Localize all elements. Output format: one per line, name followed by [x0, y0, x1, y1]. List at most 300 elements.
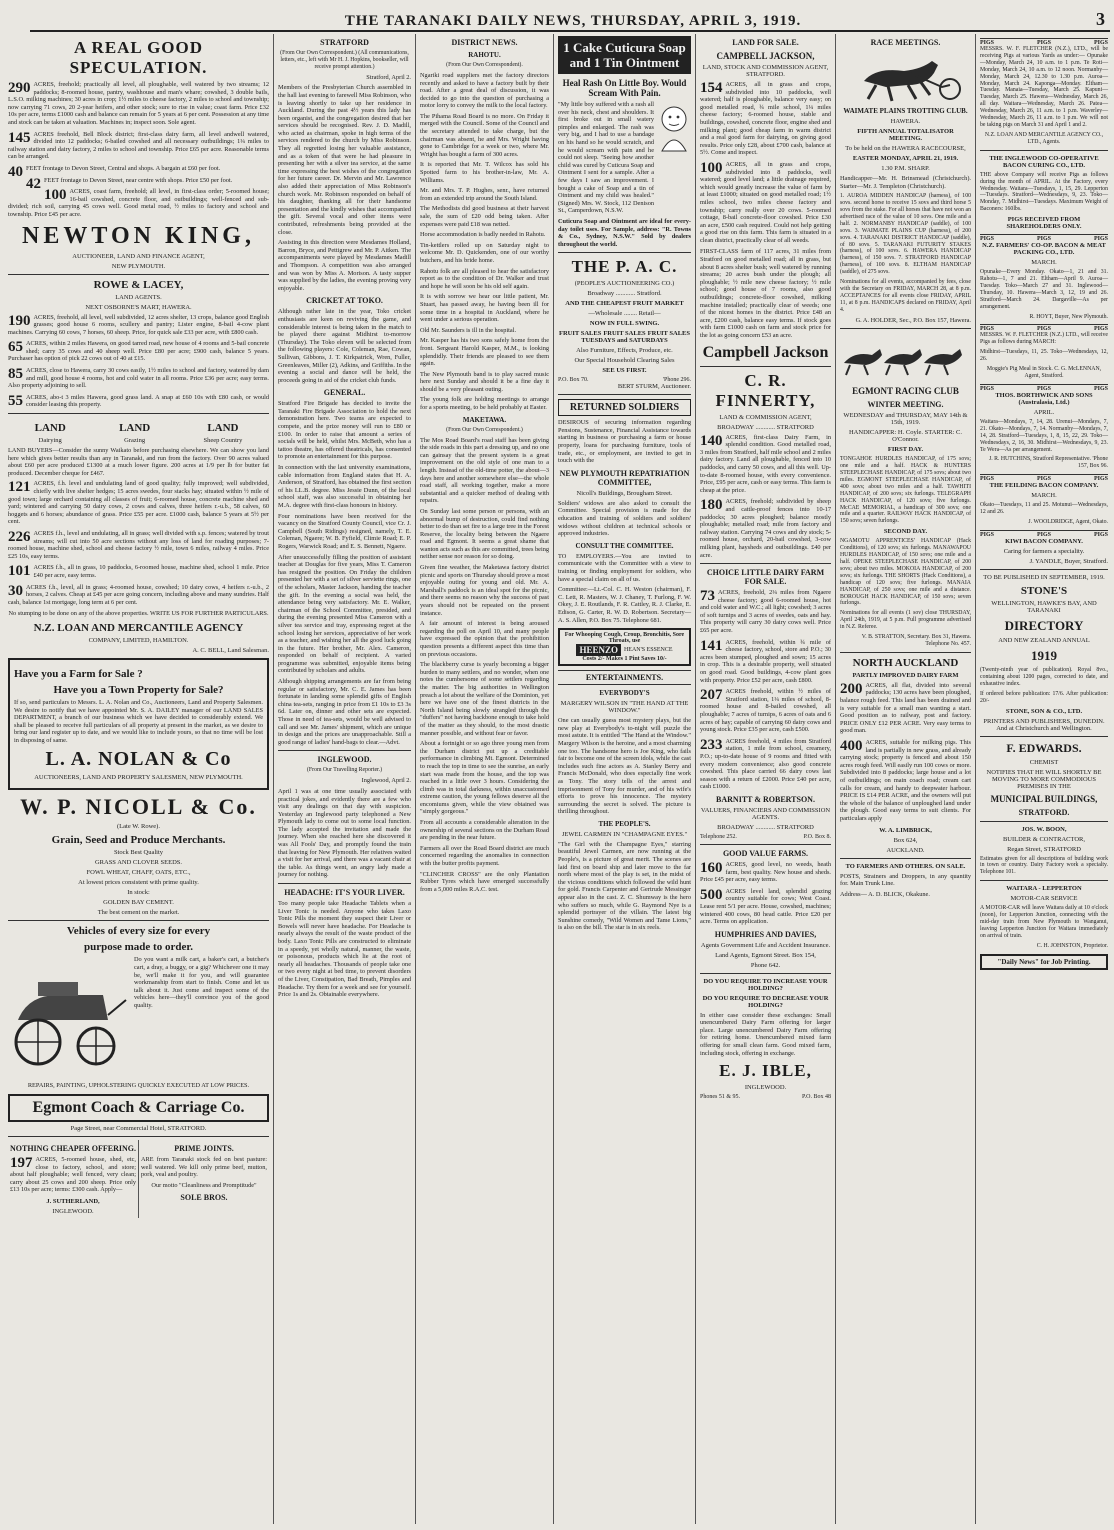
finnerty-listings — [700, 434, 831, 560]
farm-listing — [700, 639, 831, 685]
pac-whole: —Wholesale ........ Retail— — [588, 310, 661, 318]
fletcher-signature: N.Z. LOAN AND MERCANTILE AGENCY CO., LTD., Agents. — [984, 131, 1104, 145]
waimate-races: 1. AUROA MIDDEN HANDICAP (harness), of 100 sovs. second horse to receive 15 sovs and third horse 5 sovs from the stake. For all horses that have not won an advertised race of the value of 10 sovs. One mile and a half. 2. NORMANBY HANDICAP (saddle), of 100 sovs. 3. WAIMATE PLAINS CUP (harness), of 200 sovs. 4. TARANAKI DISTRICT HANDICAP (saddle), of 80 sovs. 5. TARANAKI FUTURITY STAKES (harness), of 100 sovs. 6. HAWERA HANDICAP (harness), of 150 sovs. 7. STRATFORD HANDICAP (harness), of 100 sovs. 8. ELTHAM HANDICAP (saddle), of 275 sovs. — [840, 193, 971, 276]
rowe-lacey-name: ROWE & LACEY, — [93, 278, 184, 291]
column-4 — [554, 34, 696, 1524]
peoples-head: THE PEOPLE'S. — [598, 819, 651, 828]
race-meetings-title: RACE MEETINGS. — [870, 38, 941, 47]
cricket-text: Although rather late in the year, Toko cricket enthusiasts are keen on reviving the game, and considerable interest is being taken in the match to be played there against Midhirst to-morrow (Thursday). The Toko eleven will be selected from the following players: Cole, Coleman, Rae, Cowan, Sullivan, Gibbons, J. T. Kirkpatrick, Wren, Fuller, Greenleaves, Miller (2), Adkins, and Griffiths. In the evening a social and dance will be held, the proceeds going in aid of the cricket club funds. — [278, 308, 411, 384]
listing-number: 121 — [8, 479, 31, 496]
vehicles-body — [8, 956, 269, 1082]
limbrick-box: Box 624, — [893, 836, 918, 844]
nicoll-late: (Late W. Rowe). — [117, 823, 160, 831]
farm-listing — [8, 340, 269, 363]
listing-text: ACRES, within 2 miles Hawera, on good tarred road, new house of 4 rooms and 5-bail concrete shed; carry 35 cows and 40 sheep well. Price £80 per acre; £900 cash, balance 5 years. Purchaser has option of pick 22 cows out of 40 at £15. — [8, 340, 269, 363]
farm-listing — [8, 584, 269, 607]
listing-text: ACRES, freehold; practically all level, all ploughable, well watered by two streams; 12 paddocks; 8-roomed house, pantry, washhouse and man's whare; cowshed, 3 double bails, L.S.O. milking machines; 30 acres in crop; 1½ miles to cheese factory, 2 miles to school and township; now carrying 71 cows, 20 2-year heifers, and other stock; sure to rise in value; coast farm. Price £32 10s per acre, terms £1000 cash and balance can remain for 5 years at 6 per cent. Possession at any time and stock can be taken at valuation. Machines in; inspect soon. Sole agent. — [8, 81, 269, 126]
margery-wilson-text: One can usually guess most mystery plays, but the new play at Everybody's to-night will puzzle the most astute. It is entitled "The Hand at the Window." Margery Wilson is the heroine, and a most charming one too. The handsome hero is Joe King, who fails fair to become one of the screen idols, while the cast includes such fine actors as A. Stanley Berry and Francis McDonald, who does especially fine work as Tony. The story tells of the arrest and imprisonment of Tony for murder, and of his wife's efforts to prove his innocence. The mystery surrounding the secret is solved. The picture is thrilling throughout. — [558, 717, 691, 816]
boon-name: JOS. W. BOON, — [1021, 825, 1067, 833]
news-paragraph: Although shipping arrangements are far from being regular or satisfactory, Mr. C. E. James has been fortunate in landing some splendid gifts of English china tea-sets, ranging in price from £1 10s to £3 3s 6d. Later on, dinner and other sets are expected. Those in need of tea-sets, would be well advised to call and see Mr. James' shipment, which are unique in design and the prices are unapproachable. Still a good range of ladies' hand-bags to clear.—Advt. — [278, 678, 411, 746]
news-paragraph: The Mos Road Board's road staff has been giving the side roads in this part a dressing up, and no one can gainsay that the present system is a great improvement on the old style of one man to a length. Instead of the old-time potter, the about—3 days here and another somewhere else—the whole road staff, all working together, make a more substantial and a quicker method of dealing with repairs. — [420, 436, 549, 505]
nicoll-name: W. P. NICOLL & Co. — [20, 794, 257, 820]
listing-text: ACRES, all in grass and crops, subdivided into 10 paddocks, well watered; half is ploughable, balance very easy; on good metalled road, ¾ mile school, 1¼ miles cheese factory; 6-roomed house, stable and buildings, cowshed, concrete floor, engine shed and milking plant; good cheap farm in warm district and a real good farm for dairying, on giving good results. Price only £28, about £700 cash, balance at 5½. Come and inspect. — [700, 81, 831, 157]
stone-sub: WELLINGTON, HAWKE'S BAY, AND TARANAKI — [991, 599, 1097, 614]
borthwick-month: APRIL. — [1033, 408, 1055, 416]
cuticura-sub: Heal Rash On Little Boy. Would Scream With Pain. — [562, 78, 687, 98]
page-number: 3 — [1096, 9, 1106, 29]
newton-king-sub: AUCTIONEER, LAND AND FINANCE AGENT, — [72, 252, 205, 260]
listing-number: 207 — [700, 687, 723, 704]
barnitt-addr: BROADWAY ............ STRATFORD — [717, 823, 814, 831]
listing-text: ACRES, freehold, 2¼ miles from Ngaere cheese factory; good 6-roomed house, hot and cold water and W.C.; all light; cowshed; 3 acres of soft turnips and 3 acres of swedes, oats and hay. This property will carry 30 dairy cows well. Price £65 per acre. — [700, 589, 831, 635]
feilding-text: Okato—Tuesdays, 11 and 25. Motunui—Wednesdays, 12 and 26. — [980, 502, 1108, 516]
nzloan-sig: A. C. BELL, Land Salesman. — [192, 646, 269, 654]
edwards-town: STRATFORD. — [1018, 807, 1070, 817]
listing-number: 200 — [840, 680, 863, 697]
waimate-signature: G. A. HOLDER, Sec., P.O. Box 157, Hawera. — [855, 316, 971, 324]
campbell-jackson-listings — [700, 81, 831, 340]
egmont-first-day: FIRST DAY. — [887, 446, 924, 454]
column-5 — [696, 34, 836, 1524]
pac-box: P.O. Box 70. — [558, 377, 589, 384]
north-auckland-sub: PARTLY IMPROVED DAIRY FARM — [852, 671, 959, 679]
speculation-listings — [8, 81, 269, 219]
farm-listing — [8, 81, 269, 127]
listing-number: 141 — [700, 637, 723, 654]
nicoll-tagline: Grain, Seed and Produce Merchants. — [51, 834, 226, 847]
barnitt-tel: Telephone 252. — [700, 833, 737, 840]
repatriation-title: NEW PLYMOUTH REPATRIATION COMMITTEE, — [559, 468, 690, 487]
feilding-month: MARCH. — [1031, 492, 1057, 500]
news-paragraph: Ngariki road suppliers met the factory directors recently and asked to have a factory built by their road. After a great deal of discussion, it was decided to go into the question of purchasing a motor lorry to convey the milk to the local factory. — [420, 71, 549, 110]
pac-mart: AND THE CHEAPEST FRUIT MARKET — [565, 300, 684, 308]
stone-and: AND NEW ZEALAND ANNUAL — [998, 636, 1090, 644]
rowe-listings — [8, 314, 269, 410]
limbrick-town: AUCKLAND. — [886, 846, 925, 854]
nicoll-line: At lowest prices consistent with prime quality. — [78, 879, 199, 887]
listing-number: 160 — [700, 859, 723, 876]
column-3 — [416, 34, 554, 1524]
listing-number: 55 — [8, 392, 23, 409]
pac-phone: 'Phone 296. — [662, 377, 691, 384]
nicoll-line: Stock Best Quality — [113, 849, 164, 857]
news-paragraph: From all accounts a considerable alteration in the ownership of several sections on the Durham Road are pending in the near future. — [420, 819, 549, 842]
cuticura-banner: 1 Cake Cuticura Soap and 1 Tin Ointment — [558, 36, 691, 74]
listing-number: 42 — [26, 175, 41, 192]
waimate-start: 1.30 P.M. SHARP. — [881, 165, 930, 172]
nolan-ad — [8, 658, 269, 791]
nzco-month: MARCH. — [1031, 259, 1057, 267]
news-paragraph: About a fortnight or so ago three young men from the Durham district put up a creditable performance in climbing Mt. Egmont. Determined to reach the top in time to see the sunrise, an early start was made from the house, and the top was reached in a little over 3 hours. Considering the climb was in total darkness, within unaccustomed extreme caution, the young fellows deserve all the encomiums given, while the view obtained was "simply gorgeous." — [420, 740, 549, 816]
waimate-town: HAWERA. — [890, 118, 921, 125]
pigs-header-5: PIGS PIGS PIGS — [980, 476, 1108, 483]
news-paragraph: A fair amount of interest is being aroused regarding the poll on April 10, and many people have expressed the opinion that the prohibition question presents a different aspect this time than on previous occasions. — [420, 620, 549, 658]
listing-number: 101 — [8, 563, 31, 580]
newton-king-name: NEWTON KING, — [22, 222, 255, 249]
waitara-lepperton-title: WAITARA - LEPPERTON — [1006, 885, 1082, 893]
nicoll-lines — [8, 849, 269, 916]
listing-number: 73 — [700, 588, 715, 605]
consult-committee: CONSULT THE COMMITTEE. — [575, 541, 674, 550]
column-6 — [836, 34, 976, 1524]
district-news-head: DISTRICT NEWS. — [451, 38, 518, 47]
news-paragraph: The Methodists did good business at their harvest sale, the sum of £20 odd being taken. After expenses were paid £18 was netted. — [420, 205, 549, 228]
trotting-horse-illustration — [846, 51, 966, 103]
stone-company-sub: PRINTERS AND PUBLISHERS, DUNEDIN. And at Christchurch and Wellington. — [983, 717, 1105, 732]
farm-listing — [700, 81, 831, 157]
farm-listing — [700, 498, 831, 559]
listing-number: 180 — [700, 497, 723, 514]
farm-listing — [8, 314, 269, 337]
pac-auctioneer: BERT STURM, Auctioneer. — [617, 383, 691, 391]
north-auckland-title: NORTH AUCKLAND — [852, 656, 959, 669]
kiwi-signature: J. YANDLE, Buyer, Stratford. — [1029, 557, 1108, 565]
stone-text: (Twenty-ninth year of publication). Royal 8vo., containing about 1200 pages, corrected to date, and exhaustive index. — [980, 666, 1108, 687]
masthead — [30, 8, 1110, 32]
waitara-lepperton-signature: C. H. JOHNSTON, Proprietor. — [1036, 942, 1108, 949]
listing-text: ACRES freehold, within ½ miles of Stratford station, 1¼ miles of school, 8-roomed house and 8-bailed cowshed, all ploughable; 7 acres of turnips, 6 acres of oats and 6 acres of hay; capable of carrying 60 dairy cows and young stock. Price £35 per acre, cash £500. — [700, 688, 831, 734]
farm-question-2: Have you a Town Property for Sale? — [53, 683, 224, 696]
news-paragraph: In connection with the last university examinations, cable information from England states that H. A. Anderson, of Stratford, has obtained the first section of his LL.B. degree. Miss Jessie Dunn, of the local school staff, was also successful in obtaining her M.A. degree with first-class honours in history. — [278, 464, 411, 509]
rahotu-head: RAHOTU. — [468, 51, 501, 59]
humphries-addr: Land Agents, Egmont Street. Box 154, — [715, 951, 816, 959]
egmont-dates: WEDNESDAY and THURSDAY, MAY 14th & 15th, 1919. — [843, 412, 968, 427]
maketawa-head: MAKETAWA. — [462, 415, 507, 424]
ible-phone: Phones 51 & 95. — [700, 1094, 741, 1101]
nzco-text: Opunake—Every Monday. Okato—1, 21 and 31. Rahotu—1, 7 and 21. Eltham—April 9. Auroa—Tuesday. Toko—March 27 and 31. Inglewood—Thursday, 10. Hawera—March 3, 12, 19 and 26. Stratford—March 24. Dargaville—As per arrangement. — [980, 269, 1108, 310]
listing-text: ACRES freehold, Bell Block district; first-class dairy farm, all level andwell watered, divided into 12 paddocks; 6-bailed cowshed and all necessary outbuildings; 1¼ miles to railway station and dairy factory, 2 miles to school and township. Price £65 per acre. Reasonable terms can be arranged. — [8, 130, 269, 161]
masthead-title: THE TARANAKI DAILY NEWS, THURSDAY, APRIL 3, 1919. — [344, 13, 802, 29]
edwards-sub: CHEMIST — [1029, 758, 1059, 766]
listing-text: ACRES, freehold, within ¾ mile of cheese factory, school, store and P.O.; 30 acres been stumped, ploughed and sown; 15 acres in crop. This is a desirable property, well situated on good road. Good buildings, 4-cow plant goes with property. Price £52 per acre, cash £800. — [700, 638, 831, 684]
listing-text: ACRES, abo-t 3 miles Hawera, good grass land. A snap at £60 10s with £80 cash, or would consider leasing this property. — [26, 393, 269, 409]
ible-town: INGLEWOOD. — [744, 1084, 787, 1092]
farm-listing — [700, 861, 831, 884]
pigs-header-4: PIGS PIGS PIGS — [980, 385, 1108, 392]
pac-days: TUESDAYS and SATURDAYS — [581, 337, 668, 345]
repatriation-addr: Nicoll's Buildings, Brougham Street. — [576, 489, 673, 497]
farm-listing — [700, 434, 831, 495]
news-paragraph: Four nominations have been received for the vacancy on the Stratford County Council, vice Cr. J. Campbell (South Ridings) resigned, namely, T. E. Coleman, Ngaere; W. B. Fyfield, Climie Road; E. P. Rogers, Warwick Road; and E. S. Bennett, Ngaere. — [278, 512, 411, 550]
egmont-second-races: NGAMOTU APPRENTICES' HANDICAP (Hack Conditions), of 120 sovs; six furlongs. MANAWAPOU HURDLES HANDICAP, of 150 sovs; one mile and a half. OPEKE STEEPLECHASE HANDICAP, of 200 sovs; about two miles. MOKOIA HANDICAP, of 200 sovs; six furlongs. THE SHORTS (Hack Conditions), a handicap of 120 sovs; five furlongs. MANAIA HANDICAP, of 250 sovs; one mile and a distance. BOROUGH HACK HANDICAP, of 150 sovs; seven furlongs. — [840, 538, 971, 607]
listing-text: ACRES f.h., level and undulating, all in grass; well divided with s.p. fences; watered by trout streams; will cut into 50 acre sections without any loss of land for roading purposes; 7-roomed house, machine shed, school and cheese factory ½ mile, town 6 miles, railway 4 miles. Price £25 10s, easy terms. — [8, 529, 269, 560]
listing-number: 100 — [700, 159, 723, 176]
farm-listing — [8, 564, 269, 579]
pac-title: THE P. A. C. — [571, 257, 678, 277]
egmont-nominations: Nominations for all events (1 sov) close THURSDAY, April 24th, 1919, at 5 p.m. Full programme advertised in N.Z. Referee. — [840, 610, 971, 631]
prime-joints-ad: PRIME JOINTS. ARE from Taranaki stock fed on best pasture: well watered. We kill only prime beef, mutton, pork, veal and poultry. Our motto "Cleanliness and Promptitude" SOLE BROS. — [138, 1140, 269, 1218]
rowe-lacey-addr: NEXT OSBORNE'S MART, HAWERA. — [85, 303, 192, 311]
feilding-signature: J. WOOLDRIDGE, Agent, Okato. — [1028, 519, 1108, 526]
bottom-ads — [8, 1136, 269, 1218]
edwards-building: MUNICIPAL BUILDINGS, — [990, 793, 1098, 804]
humphries-sub: Agents Government Life and Accident Insurance. — [700, 941, 831, 949]
edwards-text: NOTIFIES THAT HE WILL SHORTLY BE MOVING TO MORE COMMODIOUS PREMISES IN THE — [986, 768, 1102, 790]
vehicles-sub: purpose made to order. — [84, 941, 193, 954]
boon-text: Estimates given for all descriptions of building work in town or country. Dairy Factory work a specialty. Telephone 101. — [980, 855, 1108, 876]
waimate-held: To be held on the HAWERA RACECOURSE, — [845, 145, 966, 152]
listing-text: ACRES, freehold; subdivided by sheep and cattle-proof fences into 10-17 paddocks; 30 acres ploughed; balance mostly ploughable; metalled road; mile from factory and railway station. Carrying 74 cows and dry stock; 5-roomed house, orchard, 20-bail cowshed, 3-cow milking plant, haysheds and outbuildings. £40 per acre. — [700, 498, 831, 559]
employers-text: TO EMPLOYERS.—You are invited to communicate with the Committee with a view to training or finding employment for soldiers, who have a special claim on all of us. — [558, 552, 691, 583]
listing-text: ACRES, all flat, divided into several paddocks; 130 acres have been ploughed, balance rough feed. This land has been drained and is very suitable for a small man wanting a start. Good position as to railway, post and factory. PRICE ONLY £12 PER ACRE. Very easy terms to good man. — [840, 681, 971, 735]
listing-number: 140 — [700, 432, 723, 449]
good-value-listings — [700, 861, 831, 926]
listing-text: ACRES level land, splendid grazing country suitable for cows; West Coast. Lease rent 5/1 per acre. House, cowshed, machines; wintered 400 cows, 80 head cattle. Price £20 per acre. Terms on application. — [700, 887, 831, 926]
limbrick-name: W. A. LIMBRICK, — [879, 826, 932, 834]
listing-text: FEET frontage to Devon Street, near centre with shops. Price £50 per foot. — [44, 176, 233, 184]
listing-text: ACRES, good level, no weeds, heath farm, best quality. New house and sheds. Price £45 per acre, easy terms. — [700, 860, 831, 884]
returned-soldiers-text: DESIROUS of securing information regarding Pensions, Sustenance, Financial Assistance towards starting in business or purchasing a farm or house property, loans for purchasing furniture, tools of trade, etc., or employment, are invited to get in touch with the — [558, 419, 691, 465]
news-paragraph: It is reported that Mr. T. Wilcox has sold his Spotted farm to his brother-in-law, Mr. A. Williams. — [420, 161, 549, 184]
rahotu-paras — [420, 72, 549, 412]
nicoll-line: The best cement on the market. — [97, 909, 180, 917]
farmers-head: TO FARMERS AND OTHERS. ON SALE. — [845, 862, 966, 870]
rowe-lacey-sub: LAND AGENTS. — [115, 293, 162, 301]
choice-listings — [700, 589, 831, 791]
headache-head: HEADACHE: IT'S YOUR LIVER. — [284, 888, 405, 898]
nicoll-line: GOLDEN BAY CEMENT. — [103, 899, 174, 907]
humphries-name: HUMPHRIES AND DAVIES, — [714, 929, 817, 939]
stratford-head: STRATFORD — [320, 38, 369, 47]
waimate-nominations: Nominations for all events, accompanied by fees, close with the Secretary on FRIDAY, MARCH 28, at 8 p.m. ACCEPTANCES for all events close FRIDAY, APRIL 11, at 8 p.m. HANDICAPS declared on FRIDAY, April 4. — [840, 279, 971, 313]
listing-number: 145 — [8, 129, 31, 146]
farm-listing — [700, 161, 831, 245]
cuticura-foot: Cuticura Soap and Ointment are ideal for every-day toilet uses. For Sample, address: "R. Towns & Co., Sydney, N.S.W." Sold by dealers throughout the world. — [558, 217, 691, 248]
pigs-header-3: PIGS PIGS PIGS — [980, 326, 1108, 333]
news-paragraph: Horse accommodation is badly needed in Rahotu. — [420, 231, 546, 239]
good-value-farms-title: GOOD VALUE FARMS. — [722, 848, 809, 858]
maketawa-note: (From Our Own Correspondent.) — [446, 426, 523, 433]
listing-number: 190 — [8, 312, 31, 329]
general-head: GENERAL. — [323, 388, 366, 398]
nzco-title: N.Z. FARMERS' CO-OP. BACON & MEAT PACKING CO., LTD. — [982, 242, 1106, 257]
farm-listing — [8, 394, 269, 409]
headline-speculation: A REAL GOOD SPECULATION. — [69, 38, 208, 77]
borthwick-text: Waitara—Mondays, 7, 14, 28. Urenui—Mondays, 7, 21. Okato—Mondays, 7, 14. Normanby—Mondays, 7, 14, 28. Stratford—Tuesdays, 1, 8, 15, 22, 29. Toko—Wednesdays, 2, 16, 30. Midhirst—Wednesdays, 9, 23. Te Wera—As per arrangement. — [980, 418, 1108, 453]
news-paragraph: On Sunday last some person or persons, with an abnormal bump of destruction, could find nothing better to do than set fire to a large tree in the Forest Reserve, the locality being between the Ngaere road and Egmont. It seems a great shame that wanton acts such as this are committed, trees being neither sense nor reason for so doing. — [420, 507, 549, 561]
nolan-sub: AUCTIONEERS, LAND AND PROPERTY SALESMEN, NEW PLYMOUTH. — [34, 774, 243, 782]
nicoll-line: FOWL WHEAT, CHAFF, OATS, ETC., — [86, 869, 191, 877]
boon-addr: Regan Street, STRATFORD — [1007, 845, 1081, 853]
land-listings — [8, 480, 269, 606]
pac-now: NOW IN FULL SWING. — [589, 320, 660, 328]
boon-sub: BUILDER & CONTRACTOR, — [1002, 835, 1086, 843]
listing-text: ACRES, suitable for milking pigs. This land is partially in new grass, and already carrying stock; property is fenced and about 150 acres rough feed. Will easily run 100 cows or more. Subdivided into 8 paddocks; large house and a lot of outbuildings; on main coach road; cream cart calls for cream, and handy to deepwater harbour. PRICE IS £14 PER ACRE, and the owners will put the whole of the balance of unploughed land under the plough. Good easy terms to suit clients. For particulars apply — [840, 739, 971, 822]
pac-also: Also Furniture, Effects, Produce, etc. — [576, 347, 673, 355]
listing-number: 65 — [8, 339, 23, 356]
inglewood-coop-foot: PIGS RECEIVED FROM SHAREHOLDERS ONLY. — [1006, 216, 1082, 231]
farm-listing — [840, 682, 971, 735]
inglewood-text: April 1 was at one time usually associated with practical jokes, and evidently there are a few who visit any dealings on that day with suspicion. Yesterday an Inglewood party telephoned a New Plymouth lady to come out to some local function. The lady accepted the invitation and made the journey. When she reached here she discovered it was All Fools' Day, and promptly found the train that leaving for New Plymouth. Her relatives waited a visit for her arrival, and there was a vacant chair at the table. As things went, an angry lady made a journey for nothing. — [278, 787, 411, 879]
vehicles-repairs: REPAIRS, PAINTING, UPHOLSTERING QUICKLY EXECUTED AT LOW PRICES. — [27, 1082, 250, 1090]
stone-directory: DIRECTORY — [1004, 617, 1084, 633]
finnerty-addr: BROADWAY ............ STRATFORD — [717, 423, 814, 431]
stone-title: STONE'S — [1020, 584, 1068, 597]
listing-text: ACRES, close to Hawera, carry 30 cows easily, 1½ miles to school and factory, watered by dam and mill, good house 4 rooms, hot and cold water in all rooms. Price £36 per acre; easy terms. Also property adjoining to sell. — [8, 367, 269, 390]
pigs-header-1: PIGS PIGS PIGS — [980, 40, 1108, 46]
news-paragraph: Tin-kettlers rolled up on Saturday night to welcome Mr. D. Quickenden, one of our worthy butchers, and his bride home. — [420, 241, 549, 264]
farm-text: If so, send particulars to Messrs. L. A. Nolan and Co., Auctioneers, Land and Property Salesmen. We desire to notify that we have appointed Mr. S. A. DAILEY manager of our LAND SALES DEPARTMENT, a branch of our business which we have decided to considerably extend. We shall be pleased to receive full particulars of all property at present in the market, as we desire to bring our land register up to date, and we would like to include yours, so that no time will be lost in disposing of same. — [14, 698, 263, 744]
farm-listing — [700, 888, 831, 926]
cuticura-text: "My little boy suffered with a rash all over his neck, chest and shoulders. It first broke out in small watery pimples and enlarged. The rash was very big, and I had to use a bandage on his hand so he would scratch, and he would scream with pain and he could not sleep. "Seeing how another child was cured by Cuticura Soap and Ointment I sent for a sample. After a few days I saw an improvement. I bought a cake of Soap and a tin of Ointment and my child was healed." (Signed) Mrs. W. Stock, 112 Denison St., Camperdown, N.S.W. — [558, 101, 654, 215]
listing-text: ACRES f.h., level, all in grass; 4-roomed house, cowshed; 10 dairy cows, 4 heifers r.-u.b., 2 horses, 2 calves. Cheap at £45 per acre going concern, including above and many sundries. Half cash, balance 1st mortgage, long term at 6 per cent. — [8, 583, 269, 606]
listing-number: 226 — [8, 528, 31, 545]
margery-wilson-title: MARGERY WILSON IN "THE HAND AT THE WINDOW." — [560, 700, 689, 715]
pac-see: SEE US FIRST. — [602, 367, 647, 375]
listing-number: 400 — [840, 738, 863, 754]
vehicles-title: Vehicles of every size for every — [66, 925, 211, 938]
listing-text: ACRES f.h., all in grass, 10 paddocks, 6-roomed house, machine shed, school 1 mile. Price £40 per acre, easy terms. — [33, 564, 269, 579]
listing-number: 290 — [8, 80, 31, 96]
north-auckland-listings — [840, 682, 971, 823]
finnerty-name: C. R. FINNERTY, — [715, 370, 816, 410]
headache-text: Too many people take Headache Tablets when a Liver Tonic is needed. Anyone who takes Laxo Tonic Pills the moment they suspect their Liver or Bowels will never have headache. For Headache is nearly always the result of the waste product of the body. Laxo Tonic Pills are constructed to eliminate in a speedy, yet wholly natural, manner, the waste, or poisonous, products which lie at the root of nearly all headaches. Thousands of people take one or two every night at bed time, to prevent disorders of the Liver, Constipation, Bad Breath, Pimples and Headache. Try them for a week and see for yourself. Price 1s and 2s. Obtainable everywhere. — [278, 900, 411, 999]
barnitt-box: P.O. Box 8. — [803, 833, 831, 840]
jewel-carmen-text: "The Girl with the Champagne Eyes," starring beautiful Jewel Carmen, are now running at the People's, is a picture of great merit. The scenes are laid first on board ship and later move to the far north where most of the play is set, in the midst of the vicious conditions which followed the wild hunt for gold. Francis Carpenter and Gertrude Messinger appear also in the cast. Z. C. Shumway is the hero who suffers so much, while G. Raymond Nye is a splendid portrayer of the villain. The latest big Sunshine comedy, "Wild Women and Tame Lions," is also on the bill. The star is in six reels. — [558, 840, 691, 932]
waitara-lepperton-text: A MOTOR-CAR will leave Waitara daily at 10 o'clock (noon), for Lepperton Junction, connecting with the mid-day train from New Plymouth to Wanganui, leaving Lepperton Junction for Waitara immediately on arrival of train. — [980, 905, 1108, 939]
news-paragraph: Farmers all over the Road Board district are much concerned regarding the anomalies in connection with the butter profits payment. — [420, 844, 549, 868]
farm-listing — [700, 589, 831, 635]
posts-addr: Address— A. D. BLICK, Okakune. — [840, 890, 930, 898]
increase-holding: DO YOU REQUIRE TO INCREASE YOUR HOLDING? — [703, 977, 828, 992]
baby-portrait-illustration — [657, 101, 691, 153]
fletcher2-text: Midhirst—Tuesdays, 11, 25. Toko—Wednesdays, 12, 26. — [980, 349, 1108, 363]
stratford-note: (From Our Own Correspondent.) (All communications, letters, etc., left with Mr H. J. Hopkins, bookseller, will receive prompt attention.) — [280, 50, 409, 70]
egmont-officials: HANDICAPPER: H. Coyle. STARTER: C. O'Connor. — [848, 429, 963, 444]
kiwi-title: KIWI BACON COMPANY. — [1005, 537, 1083, 545]
egmont-winter-meeting: WINTER MEETING. — [867, 400, 944, 410]
carriage-illustration — [8, 960, 128, 1078]
news-paragraph: Mr. Kasper has his two sons safely home from the front. Sergeant Harold Kasper, M.M., is looking splendidly. Their friends are pleased to see them again. — [420, 337, 549, 368]
pac-sub: (PEOPLE'S AUCTIONEERING CO.) — [574, 280, 675, 288]
posts-text: POSTS, Strainers and Droppers, in any quantity for. Main Trunk Line. — [840, 872, 971, 888]
nzloan-name: N.Z. LOAN AND MERCANTILE AGENCY — [33, 621, 244, 634]
farm-listing — [8, 480, 269, 526]
pig-meal: Moggie's Pig Meal in Stock. C. G. McLENNAN, Agent, Stratford. — [986, 366, 1102, 379]
fletcher-text: MESSRS. W. F. FLETCHER (N.Z.), LTD., will be receiving Pigs at various Yards as under:— Opunake—Monday, March 24, 10 a.m. to 1 p.m. Te Roti—Monday, March 24, 10 a.m. to 12 noon. Normanby—Monday, March 24, 12.30 to 1.30 p.m. Auroa—Monday, March 24. Kaponga—Monday. Eltham—Tuesday. Manaia—Tuesday, March 25. Kapuni—Tuesday, March 25. Hawera—Wednesday, March 26, all day. Waitara—Wednesday, March 26. Patea—Wednesday, March 26, 11 a.m. to 1 p.m. Waverley—Wednesday, March 26, 11 a.m. to 1 p.m. We will not be taking pigs on March 31 and April 1 and 2. — [980, 46, 1108, 128]
inglewood-coop-title: THE INGLEWOOD CO-OPERATIVE BACON CURING CO., LTD. — [989, 154, 1099, 169]
stratford-date: Stratford, April 2. — [366, 73, 411, 81]
listing-text: ACRES, first-class Dairy Farm, in splendid condition. Good metalled road, 3 miles from Stratford, half mile school and 2 miles dairy factory. Land all ploughable, fenced into 10 paddocks, and carry 50 cows, and all this well. Up-to-date 8-roomed house, with every convenience. Price, £95 per acre, cash or easy terms. This farm is cheap at the price. — [700, 433, 831, 494]
pigs-header-6: PIGS PIGS PIGS — [980, 531, 1108, 538]
listing-number: 500 — [700, 886, 723, 903]
farm-listing — [8, 367, 269, 390]
jewel-carmen-title: JEWEL CARMEN IN "CHAMPAGNE EYES." — [561, 830, 688, 838]
news-paragraph: It is with sorrow we hear our little patient, Mr. Stuart, has passed away, he having been ill for some time in a hospital in Auckland, where he went under a serious operation. — [420, 293, 549, 324]
farm-listing — [8, 188, 269, 218]
land-headings: LAND Dairying LAND Grazing LAND Sheep Country — [34, 422, 243, 445]
borthwick-title: THOS. BORTHWICK AND SONS (Australasia, Ltd.) — [995, 391, 1093, 406]
farm-listing — [700, 738, 831, 791]
land-footer: No stumping to be done on any of the above properties. WRITE US FOR FURTHER PARTICULARS. — [8, 610, 269, 618]
news-paragraph: The young folk are holding meetings to arrange for a sports meeting, to be held probably at Easter. — [420, 396, 549, 412]
exchange-text: In either case consider these exchanges: Small unencumbered Dairy Farm offering for larger place. Large unencumbered Dairy Farm offering for retiring home. Unencumbered mixed farm offering for small clean farm. Good mixed farm, including stock, offering in exchange. — [700, 1011, 831, 1057]
farm-question-1: Have you a Farm for Sale ? — [14, 667, 143, 680]
waimate-title: WAIMATE PLAINS TROTTING CLUB. — [843, 107, 968, 115]
waimate-officials: Handicapper—Mr. H. Brinsmead (Christchurch). Starter—Mr. J. Templeton (Christchurch). — [840, 175, 971, 190]
clincher-ad: "CLINCHER CROSS" are the only Plantation Rubber Tyres which have emerged successfully from a 5,000 miles R.A.C. test. — [420, 870, 549, 893]
egmont-racing-title: EGMONT RACING CLUB — [852, 386, 959, 397]
column-2 — [274, 34, 416, 1524]
farm-listing — [8, 175, 269, 192]
news-paragraph: Mr. and Mrs. T. P. Hughes, senr., have returned from an extended trip around the South Island. — [420, 187, 549, 202]
inglewood-head: INGLEWOOD. — [317, 755, 372, 765]
nicoll-line: GRASS AND CLOVER SEEDS. — [94, 859, 183, 867]
heenzo-ad: For Whooping Cough, Croup, Bronchitis, Sore Throats, use HEENZO HEAN'S ESSENCE Costs 2/- Makes 1 Pint Saves 10/- — [558, 628, 691, 666]
inglewood-date: Inglewood, April 2. — [361, 777, 411, 785]
egmont-coach-name: Egmont Coach & Carriage Co. — [8, 1094, 269, 1122]
news-paragraph: Given fine weather, the Maketawa factory district picnic and sports on Thursday should prove a most enjoyable outing for young and old. Mr. A. Marshall's paddock is an ideal spot for the picnic, and there seems no reason why the success of past years should not be repeated on the present instance. — [420, 564, 549, 617]
stratford-paras — [278, 84, 411, 292]
farm-listing — [8, 530, 269, 560]
news-paragraph: The New Plymouth band is to play sacred music here next Sunday and should it be a fine day it should be a very pleasant outing. — [420, 370, 549, 393]
fletcher2-title: MESSRS. W. F. FLETCHER (N.Z.) LTD., will receive Pigs as follows during MARCH: — [980, 332, 1108, 346]
listing-text: ACRES, f.h. level and undulating land of good quality; fully improved; well subdivided, chiefly with live shelter hedges; 15 acres swedes, four stacks hay; situated within ½ mile of good town; large orchard containing all classes of fruit; 6-roomed house, concrete machine shed and yard; wintered and carrying 50 dairy cows, 2 cows and calves, three heifers r.-u.b., 58 calves, 60 hoggets and 6 horses; abundance of grass. Price £55 per acre. £1000 cash, balance 5 years at 5½ per cent. — [8, 480, 269, 526]
ible-box: P.O. Box 48 — [801, 1094, 831, 1101]
decrease-holding: DO YOU REQUIRE TO DECREASE YOUR HOLDING? — [702, 994, 829, 1009]
stone-prices: If ordered before publication: 17/6. After publication: 20/- — [980, 690, 1108, 704]
nicoll-line: In stock: — [127, 889, 150, 897]
news-paragraph: Old Mr. Saunders is ill in the hospital. — [420, 326, 517, 334]
ible-name: E. J. IBLE, — [719, 1061, 812, 1081]
listing-number: 233 — [700, 736, 723, 753]
racehorses-illustration — [840, 333, 968, 377]
nzloan-sub: COMPANY, LIMITED, HAMILTON. — [88, 636, 189, 644]
egmont-second-day: SECOND DAY. — [883, 528, 928, 536]
column-7 — [976, 34, 1112, 1524]
feilding-title: THE FEILDING BACON COMPANY. — [989, 482, 1099, 490]
barnitt-name: BARNITT & ROBERTSON. — [716, 794, 815, 804]
heenzo-logo: HEENZO — [576, 644, 621, 656]
news-paragraph: Assisting in this direction were Mesdames Holland, Barron, Bryce, and Pettigrew and Mr. P. Aitken. The accompaniments were played by Mesdames Madill and Thompson. A competition was also arranged and was won by Miss A. Morison. A tasty supper was supplied by the ladies, the evening proving very enjoyable. — [278, 239, 411, 292]
inglewood-note: (From Our Travelling Reporter.) — [306, 767, 383, 774]
kiwi-text: Caring for farmers a speciality. — [1003, 547, 1085, 555]
pigs-header-2: PIGS PIGS PIGS — [980, 236, 1108, 243]
newton-king-town: NEW PLYMOUTH. — [111, 262, 166, 270]
news-paragraph: Members of the Presbyterian Church assembled in the hall last evening to farewell Miss Robinson, who is leaving shortly to take up her residence in Auckland. During the past 4½ years this lady has been organist, and the congregation desired that her services should be recognised. Rev. J. D. Madill, who acted as chairman, spoke in high terms of the services rendered to the church by Miss Robinson. They all regretted losing her valuable assistance, and as a token of that were he had pleasure in presenting her with a silver tea service, at the same time expressing the best wishes of the congregation for her future career. Dr. Mervin and Mr. Lawrence also added their appreciation of Miss Robinson's church work. Mr. Robinson responded on behalf of his daughter, thanking all for their handsome presentation and the kindly wishes that accompanied the gift. Several vocal and other items were contributed, refreshments being provided at the close. — [278, 84, 411, 236]
news-paragraph: Rahotu folk are all pleased to hear the satisfactory report as to the condition of Dr. Walker and trust and hope he will soon be his old self again. — [420, 267, 549, 290]
pac-fruit-row: FRUIT SALES FRUIT SALES FRUIT SALES — [559, 330, 690, 338]
finnerty-sub: LAND & COMMISSION AGENT, — [719, 413, 812, 421]
everybodys-head: EVERYBODY'S — [599, 689, 650, 698]
edwards-name: F. EDWARDS. — [1006, 740, 1082, 755]
farm-listing — [700, 688, 831, 734]
news-paragraph: Stratford Fire Brigade has decided to invite the Taranaki Fire Brigade Association to hold the next demonstration here. Two teams are expected to compete, and the prize money will run to £80 or £100. In order to raise that amount a series of socials will be held, whilst Mrs. McBeth, who has a tattoo theatre, has offered theatricals, has consented to promote an entertainment for this purpose. — [278, 400, 411, 461]
farm-listing — [840, 739, 971, 823]
listing-number: 85 — [8, 366, 23, 383]
returned-soldiers-title: RETURNED SOLDIERS — [558, 399, 691, 416]
nothing-cheaper-ad: NOTHING CHEAPER OFFERING. 197 ACRES, 5-roomed house, shed, etc, close to factory, school, and store; about half ploughable; well fenced, very clean; carry about 25 cows and 200 sheep. Price only £13 10s per acre; terms: £300 cash. Apply— J. SUTHERLAND, INGLEWOOD. — [10, 1144, 137, 1216]
news-paragraph: The Pihama Road Board is no more. On Friday it merged with the Council. Some of the Council and the secretary attended to take charge, but the chairman was absent, he and Mrs. Wright having gone to Cambridge for a week or two, where Mr. Wright has bought a farm of 300 acres. — [420, 112, 549, 158]
job-printing-ad: "Daily News" for Job Printing. — [980, 954, 1108, 970]
land-intro: LAND BUYERS—Consider the sunny Waikato before purchasing elsewhere. We can show you land here which gives better results than any in Taranaki, and run from the factory. Over 90 acres valued about £60 per acre produced £1300 at a much lower figure. 200 acres at 1/9 per lb for butter fat produced. December cheque for £467. — [8, 447, 269, 477]
stone-company: STONE, SON & CO., LTD. — [1005, 707, 1083, 715]
land-for-sale-title: LAND FOR SALE. — [732, 38, 799, 47]
egmont-coach-addr: Page Street, near Commercial Hotel, STRATFORD. — [70, 1125, 207, 1133]
listing-text: FIRST-CLASS farm of 117 acres, 31 miles from Stratford on good metalled road; all in grass, but about 8 acres shelter bush; well watered by running streams; 20 acres bush under the plough; all ploughable; ½ mile new cheese factory; ½ mile school; good house of 7 rooms, also good outbuildings; concrete-floor cowshed, milking machine installed; practically clear of weeds; one of the nicest homes in the district. Price £48 an acre, £200 cash, balance easy terms. If stock goes with farm £1000 cash on farm and stock price for the lot as going concern £53 an acre. — [700, 248, 831, 339]
waimate-date: EASTER MONDAY, APRIL 21, 1919. — [852, 155, 959, 162]
listing-number: 40 — [8, 163, 23, 180]
listing-number: 30 — [8, 582, 23, 599]
nolan-name: L. A. NOLAN & Co — [45, 748, 232, 771]
humphries-phone: Phone 642. — [750, 961, 781, 969]
column-1 — [4, 34, 274, 1524]
waitara-lepperton-sub: MOTOR-CAR SERVICE — [1010, 895, 1078, 903]
repatriation-text: Soldiers' widows are also asked to consult the Committee. Special provision is made for the education and training of soldiers and soldiers' widows without children at technical schools or approved industries. — [558, 499, 691, 538]
entertainments-head: ENTERTAINMENTS. — [558, 670, 691, 685]
listing-text: ACRES, all in grass and crops, subdivided into 8 paddocks, well watered; good level land; a little drainage required, which would greatly increase the value of farm by at least £1000; situated on good metalled road; 1½ miles school, two miles cheese factory and township; carry really over 20 cows. 5-roomed cottage, 8-bail concrete-floor cowshed. Price £30 an acre, £500 cash required. Could not help getting a good rise on this farm. This farm is situated in a clean district, practically clear of all weeds. — [700, 160, 831, 244]
egmont-signature: V. B. STRATTON, Secretary. Box 31, Hawera. Telephone No. 457. — [861, 634, 971, 647]
